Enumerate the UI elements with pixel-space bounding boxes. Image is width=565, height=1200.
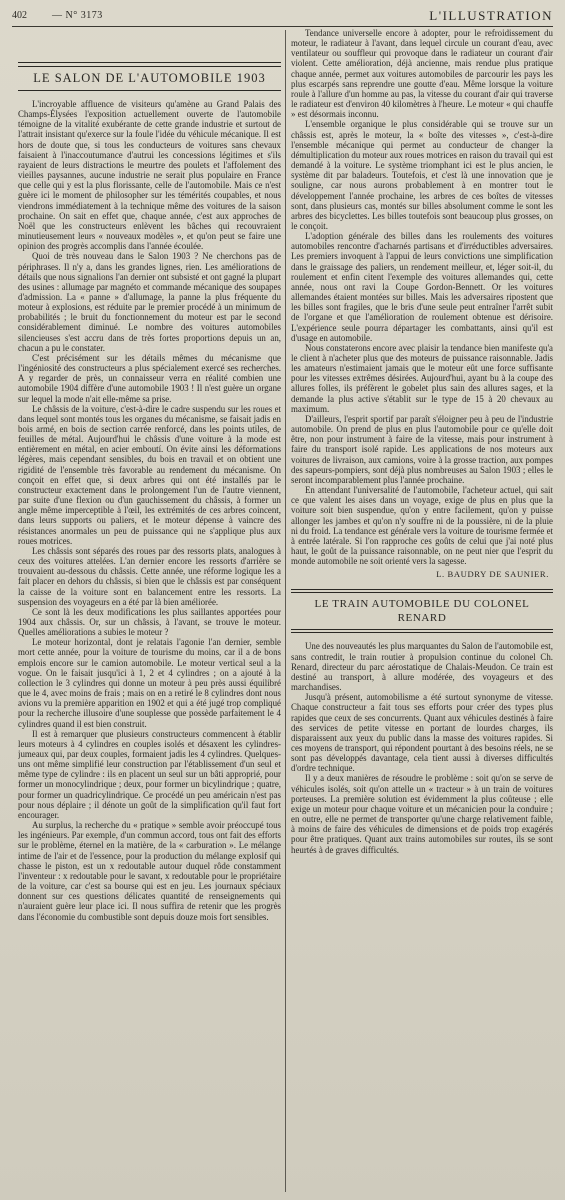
title-rule — [291, 589, 553, 593]
column-divider — [285, 30, 286, 1192]
page-number: 402 — [12, 10, 27, 21]
article-paragraph: Le châssis de la voiture, c'est-à-dire le cadre suspendu sur les roues et dans lequel sont montés tous les organes du mécanisme, se faisait jadis en bois armé, en bois de section carrée renforcé, dans les points utiles, de feuilles de métal. Aujourd'hui le châssis d'une voiture à la mode est entièrement en métal, en acier emboutí. On évite ainsi les déformations légères, mais cependant sensibles, du bois en travail et on obtient une rigidité de l'ensemble très favorable au rendement du mécanisme. On conçoit en effet que, si deux arbres qui ont été installés par le constructeur exactement dans le prolongement l'un de l'autre viennent, par suite d'une flexion ou d'un gauchissement du châssis, à former un angle même imperceptible à l'œil, les extrémités de ces arbres coincent, dans leurs supports ou paliers, et le moteur dépense à vaincre des résistances anormales un peu de puissance qui ne s'applique plus aux roues motrices. — [18, 403, 281, 546]
article-paragraph: Jusqu'à présent, automobilisme a été surtout synonyme de vitesse. Chaque constructeur a fait tous ses efforts pour créer des types plus rapides que ceux de ses concurrents. Quant aux véhicules destinés à faire des services de petite vitesse en portant de lourdes charges, ils disparaissent aux yeux du public dans la masse des voitures rapides. Si ces moyens de transport, qui répondent pourtant à des besoins réels, ne se sont pas développés davantage, cela tient aussi à diverses difficultés d'ordre technique. — [291, 692, 553, 774]
article-paragraph: Nous constaterons encore avec plaisir la tendance bien manifeste qu'a le client à n'acheter plus que des moteurs de puissance raisonnable. Jadis les amateurs n'estimaient jamais que le moteur eût une force suffisante pour les vitesses extrêmes désirées. Aujourd'hui, ayant bu à la coupe des allures folles, ils préfèrent le gobelet plus sain des allures sages, et la demande la plus active s'établit sur le type de 15 à 20 chevaux au maximum. — [291, 342, 553, 414]
article-paragraph: Le moteur horizontal, dont je relatais l'agonie l'an dernier, semble mort cette année, pour la voiture de tourisme du moins, car il a de bons emplois encore sur le camion automobile. Le moteur vertical seul a la vogue. On le faisait jusqu'ici à 1, 2 et 4 cylindres ; on a ajouté à la collection le 3 cylindres qui donne un moteur à peu près aussi équilibré que le 4, avec moins de frais ; mais on en a retiré le 8 cylindres dont nous avions vu la première apparition en 1902 et qui a été jugé trop compliqué pour la recherche illusoire d'une souplesse que possède parfaitement le 4 cylindres quand il est bien construit. — [18, 637, 281, 729]
article-paragraph: Une des nouveautés les plus marquantes du Salon de l'automobile est, sans contredit, le train routier à propulsion continue du colonel Ch. Renard, directeur du parc aérostatique de Chalais-Meudon. Ce train est destiné au transport, à allure modérée, des voyageurs et des marchandises. — [291, 641, 553, 693]
article-title: LE TRAIN AUTOMOBILE DU COLONEL RENARD — [314, 598, 530, 625]
article-paragraph: Tendance universelle encore à adopter, pour le refroidissement du moteur, le radiateur à l'avant, dans lequel circule un courant d'eau, avec ventilateur ou souffleur qui provoque dans le radiateur un courant d'air violent. Cette amélioration, déjà ancienne, mais rendue plus pratique chaque année, permet aux voitures automobiles de parcourir les pays les plus escarpés sans reprendre une goutte d'eau. Même lorsque la voiture roule à l'allure d'un homme au pas, la vitesse du courant d'air qui traverse le radiateur est d'environ 40 kilomètres à l'heure. Le moteur « qui chauffe » est désormais inconnu. — [291, 28, 553, 120]
article-paragraph: Au surplus, la recherche du « pratique » semble avoir préoccupé tous les ingénieurs. Par exemple, d'un commun accord, tous ont fait des efforts sur le problème, éternel en la matière, de la « carburation ». Le mélange intime de l'air et de l'essence, pour la production du mélange explosif qui chasse le piston, est un x redoutable autour duquel rôde constamment l'inventeur : x redoutable pour le savant, x redoutable pour le propriétaire de la voiture, car c'est sa bourse qui est en jeu. Les journaux spéciaux donnent sur ces questions délicates quantité de renseignements qui n'auraient guère leur place ici. Il nous suffira de retenir que les progrès dans l'économie du combustible sont depuis douze mois fort sensibles. — [18, 820, 281, 922]
title-rule — [18, 90, 281, 91]
left-column — [18, 28, 281, 1192]
article-paragraph: Il est à remarquer que plusieurs constructeurs commencent à établir leurs moteurs à 4 cylindres en couples isolés et désaxent les cylindres-jumeaux qui, par deux couples, formaient jadis les 4 cylindres. Quelques-uns ont même simplifié leur construction par l'établissement d'un seul et même type de cylindre : ils en placent un seul sur un bâti approprié, pour former un monocylindrique ; deux, pour former un bicylindrique ; quatre, pour former un quadricylindrique. Ce procédé un peu américain n'est pas pour nous déplaire ; il dénote un goût de la simplification qu'il faut fort encourager. — [18, 728, 281, 820]
article-paragraph: Les châssis sont séparés des roues par des ressorts plats, analogues à ceux des voitures attelées. L'an dernier encore les ressorts d'arrière se trouvaient au-dessous du châssis. Cette année, une réforme logique les a fait placer en dehors du châssis, si bien que le châssis est par conséquent la caisse de la voiture sont en balancement entre les ressorts. La suspension des voyageurs en a été par là bien améliorée. — [18, 545, 281, 607]
title-rule — [18, 62, 281, 67]
article-header — [18, 34, 281, 91]
article-paragraph: D'ailleurs, l'esprit sportif par paraît s'éloigner peu à peu de l'industrie automobile. On prend de plus en plus l'automobile pour ce qu'elle doit être, non pour instrument à faire de la vitesse, mais pour instrument à faire du transport isolé rapide. Les applications de nos moteurs aux voitures de livraison, aux camions, voire à la grosse traction, aux pompes des sapeurs-pompiers, sont déjà plus nombreuses au Salon 1903 ; elles le seront incomparablement plus l'année prochaine. — [291, 413, 553, 485]
article-paragraph: Il y a deux manières de résoudre le problème : soit qu'on se serve de véhicules isolés, soit qu'on attelle un « tracteur » à un train de voitures porteuses. La première solution est évidemment la plus coûteuse ; elle exige un moteur pour chaque voiture et un mécanicien pour la conduire ; en outre, elle ne permet de transporter qu'une charge relativement faible, à moins de faire des véhicules de dimensions et de poids trop exagérés pour être pratiques. Quant aux trains automobiles sur routes, ils se sont heurtés à de graves difficultés. — [291, 773, 553, 855]
article-paragraph: L'ensemble organique le plus considérable qui se trouve sur un châssis est, après le moteur, la « boîte des vitesses », c'est-à-dire l'ensemble mécanique qui permet au conducteur de changer la démultiplication du moteur aux roues motrices en raison du travail qui est demandé à la voiture. Le système triomphant ici est le plus ancien, le système dit par baladeurs. Toutefois, et c'est là une innovation que je souligne, car nous aurons probablement à en montrer tout le développement l'année prochaine, les arbres de ces boîtes de vitesses sont, dans plusieurs cas, montés sur billes absolument comme le sont les arbres des bicyclettes. Les billes toutefois sont beaucoup plus grosses, on le conçoit. — [291, 119, 553, 231]
article-header — [291, 589, 553, 633]
article-paragraph: L'incroyable affluence de visiteurs qu'amène au Grand Palais des Champs-Élysées l'exposition actuellement ouverte de l'automobile témoigne de la vitalité exubérante de cette grande industrie et surtout de l'attrait insistant qu'exerce sur la foule l'idée du véhicule mécanique. Il est hors de doute que, si tous les conducteurs de voitures sans chevaux faisaient à l'inaccoutumance d'autrui les concessions légitimes et s'ils rayaient de leurs distractions le meurtre des poulets et l'affolement des vieilles paysannes, aucune industrie ne serait plus populaire en France que celle qui y est la plus florissante, celle de l'automobile. Mais ce n'est guère ici le moment de philosopher sur les témérités coupables, et nous viendrons immédiatement à la technique même des voitures de la saison prochaine. On sait en effet que, chaque année, c'est aux approches de Noël que les constructeurs enlèvent les bâches qui recouvraient minutieusement leurs « nouveaux modèles », et qu'on peut se faire une opinion des progrès accomplis dans l'année écoulée. — [18, 99, 281, 252]
masthead-title: L'ILLUSTRATION — [429, 8, 553, 23]
author-signature: L. BAUDRY DE SAUNIER. — [436, 569, 549, 580]
article-paragraph: Quoi de très nouveau dans le Salon 1903 ? Ne cherchons pas de périphrases. Il n'y a, dans les grandes lignes, rien. Les améliorations de détails que nous signalions l'an dernier ont subsisté et ont gagné la plupart des usines : allumage par magnéto et commande mécanique des soupapes d'admission. La « panne » d'allumage, la panne la plus fréquente du moteur à explosions, est réduite par le premier procédé à un minimum de probabilités ; le bruit du fonctionnement du moteur est par le second considérablement diminué. Le nombre des voitures automobiles silencieuses s'est accru dans de très fortes proportions depuis un an, chacun a pu le constater. — [18, 251, 281, 353]
article-paragraph: En attendant l'universalité de l'automobile, l'acheteur actuel, qui sait ce que valent les aises dans un voyage, exige de plus en plus que la voiture soit bien suspendue, qu'on y entre facilement, qu'on y puisse allonger les jambes et qu'on n'y souffre ni de la poussière, ni de la pluie ni du froid. La tendance est générale vers la voiture de tourisme fermée et à entrée latérale. Si l'on rapproche ces goûts de celui que j'ai noté plus haut, le goût de la puissance raisonnable, on ne peut nier que l'esprit du monde automobile ne soit orienté vers la sagesse. — [291, 485, 553, 567]
right-column — [291, 28, 553, 1192]
issue-number: — N° 3173 — [52, 10, 103, 21]
article-paragraph: C'est précisément sur les détails mêmes du mécanisme que l'ingéniosité des constructeurs a plus spécialement exercé ses recherches. A y regarder de près, un connaisseur verra en réalité combien une automobile 1904 diffère d'une automobile 1903 ! Il n'est guère un organe sur lequel la mode n'ait elle-même sa prise. — [18, 352, 281, 404]
running-head — [12, 4, 553, 27]
article-paragraph: L'adoption générale des billes dans les roulements des voitures automobiles rencontre d'acharnés partisans et d'irréductibles adversaires. Les premiers invoquent à l'appui de leurs convictions une simplification dans le graissage des paliers, un rendement meilleur, et, léger soit-il, du roulement et enfin citent l'exemple des voitures allemandes qui, cette année, nous ont ravi la Coupe Gordon-Bennett. Or les voitures allemandes étaient montées sur billes. Mais les adversaires ripostent que les billes sont fragiles, que le bris d'une seule peut entraîner l'arrêt subit de l'organe et que l'amélioration de roulement obtenue est dérisoire. L'expérience seule pourra départager les combattants, ainsi qu'il est d'usage en automobile. — [291, 231, 553, 343]
article-paragraph: Ce sont là les deux modifications les plus saillantes apportées pour 1904 aux châssis. Or, sur un châssis, à l'avant, se trouve le moteur. Quelles améliorations a subies le moteur ? — [18, 606, 281, 638]
article-title: LE SALON DE L'AUTOMOBILE 1903 — [33, 71, 266, 85]
title-rule — [291, 629, 553, 633]
